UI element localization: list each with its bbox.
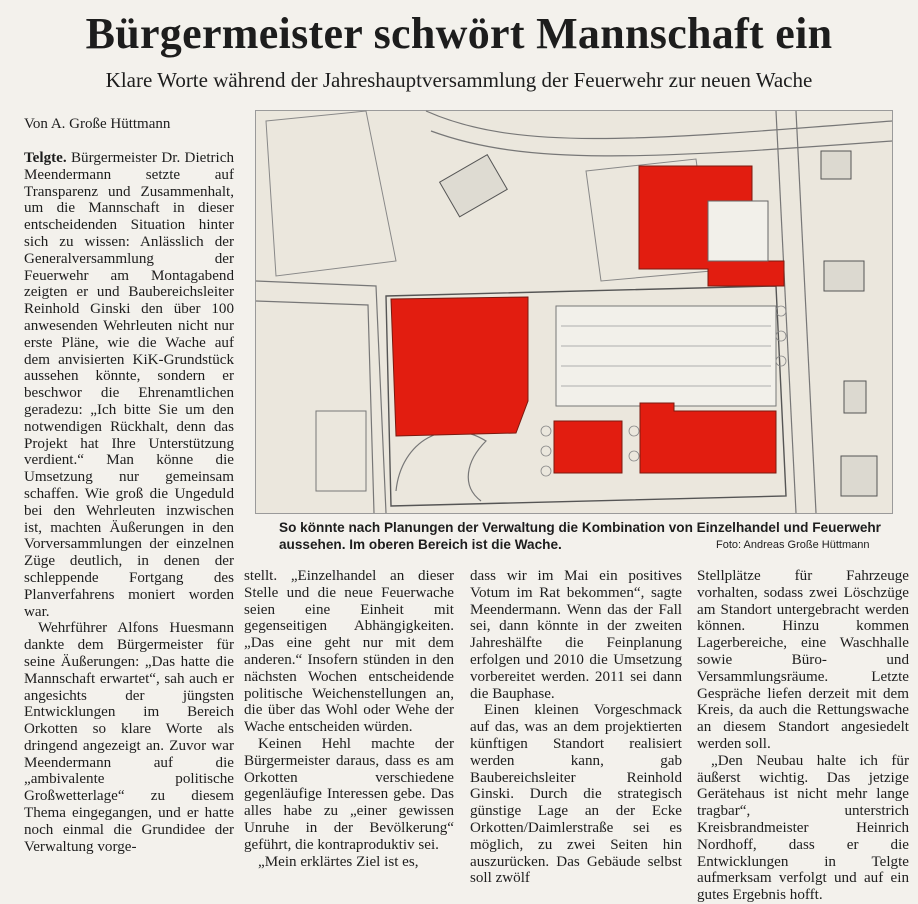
article-paragraph: Stellplätze für Fahrzeuge vorhalten, sodass zwei Löschzüge am Standort untergebracht werden können. Hinzu kommen Lagerbereiche, eine Waschhalle sowie Büro- und Versammlungsräume. Letzte Gespräche liefen derzeit mit dem Kreis, da auch die Rettungswache an diesem Standort angesiedelt werden soll. (697, 568, 909, 752)
subheadline: Klare Worte während der Jahreshauptversammlung der Feuerwehr zur neuen Wache (105, 68, 813, 92)
article-paragraph: dass wir im Mai ein positives Votum im Rat bekommen“, sagte Meendermann. Wenn das der Fall sei, dann könnte in der zweiten Jahreshälfte die Feinplanung erfolgen und 2010 die Umsetzung vorbereitet werden. 2011 sei dann die Bauphase. (470, 568, 682, 702)
retail-building-small (554, 421, 622, 473)
headline: Bürgermeister schwört Mannschaft ein (85, 9, 833, 58)
neighbouring-building (844, 381, 866, 413)
photo-credit: Foto: Andreas Große Hüttmann (716, 539, 870, 551)
dateline: Telgte. (24, 150, 67, 166)
retail-building-east (640, 403, 776, 473)
article-paragraph: „Den Neubau halte ich für äußerst wichtig. Das jetzige Gerätehaus ist nicht mehr lange tragbar“, unterstrich Kreisbrandmeister Heinrich Nordhoff, dass er die Entwicklungen in Telgte aufmerksam verfolgt und auf ein gutes Ergebnis hofft. (697, 752, 909, 904)
article-column-1 (24, 150, 234, 855)
article-paragraph: Keinen Hehl machte der Bürgermeister daraus, dass es am Orkotten verschiedene gegenläufige Interessen gebe. Das alles habe zu „einer gewissen Unruhe in der Bevölkerung“ geführt, die kontraproduktiv sei. (244, 735, 454, 853)
building-annex (708, 201, 768, 261)
article-paragraph (24, 150, 234, 620)
paragraph-text: Bürgermeister Dr. Dietrich Meendermann setzte auf Transparenz und Zusammenhalt, um die Mannschaft in dieser entscheidenden Situation hinter sich zu wissen: Anlässlich der Generalversammlung der Feuerwehr am Montagabend zeigten er und Baubereichsleiter Reinhold Ginski den über 100 anwesenden Wehrleuten nicht nur erste Pläne, wie die Wache auf dem anvisierten KiK-Grundstück aussehen könnte, sondern er beschwor die Ehrenamtlichen geradezu: „Ich bitte Sie um den notwendigen Rückhalt, denn das Projekt hat Ihre Unterstützung verdient.“ Man könne die Umsetzung nur gemeinsam schaffen. Wie groß die Ungeduld bei den Wehrleuten inzwischen ist, machten Äußerungen in den Vorversammlungen der einzelnen Züge deutlich, in denen der schleppende Fortgang des Planverfahrens moniert worden war. (24, 150, 234, 620)
neighbouring-building (821, 151, 851, 179)
article-column-3 (470, 568, 682, 898)
parking-lot (556, 306, 776, 406)
article-column-2 (244, 568, 454, 898)
figure-caption: So könnte nach Planungen der Verwaltung die Kombination von Einzelhandel und Feuerwehr aussehen. Im oberen Bereich ist die Wache. (279, 520, 881, 552)
article-paragraph: stellt. „Einzelhandel an dieser Stelle und die neue Feuerwache seien eine Einheit mit gegenseitigen Abhängigkeiten. „Das eine geht nur mit dem anderen.“ Insofern stünden in den nächsten Wochen entscheidende politische Weichenstellungen an, die über das Wohl oder Wehe der Wache entscheiden würden. (244, 568, 454, 736)
byline: Von A. Große Hüttmann (24, 116, 171, 132)
site-plan-figure (255, 110, 893, 514)
article-column-4 (697, 568, 909, 904)
article-paragraph: „Mein erklärtes Ziel ist es, (258, 853, 419, 870)
retail-building-west (391, 297, 528, 436)
neighbouring-building (824, 261, 864, 291)
site-plan-drawing (256, 111, 892, 513)
article-paragraph: Einen kleinen Vorgeschmack auf das, was an dem projektierten künftigen Standort realisiert werden kann, gab Baubereichsleiter Reinhold Ginski. Durch die strategisch günstige Lage an der Ecke Orkotten/Daimlerstraße sei es möglich, zu zwei Seiten hin auszurücken. Das Gebäude selbst soll zwölf (470, 702, 682, 887)
neighbouring-building (841, 456, 877, 496)
article-paragraph: Wehrführer Alfons Huesmann dankte dem Bürgermeister für seine Äußerungen: „Das hatte die Mannschaft erwartet“, sah auch er angesichts der jüngsten Entwicklungen im Bereich Orkotten so klare Worte als dringend angezeigt an. Zuvor war Meendermann auf die „ambivalente politische Großwetterlage“ zu diesem Thema eingegangen, und er hatte noch einmal die Grundidee der Verwaltung vorge- (24, 620, 234, 855)
